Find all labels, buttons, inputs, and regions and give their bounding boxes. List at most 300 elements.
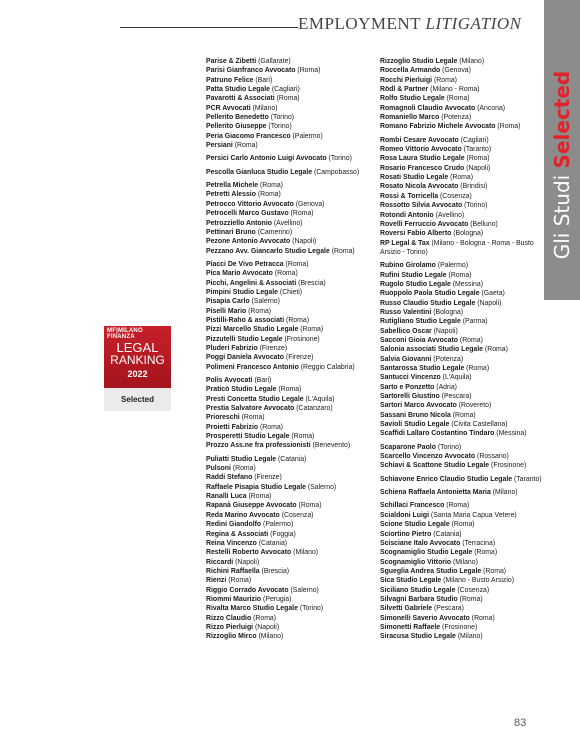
firm-entry (380, 145, 552, 154)
firm-name: Sartorelli Giustino (380, 393, 440, 401)
firm-entry (380, 614, 552, 623)
firm-entry (380, 104, 552, 113)
firm-entry (206, 113, 378, 122)
firm-name: Rosario Francesco Crudo (380, 164, 465, 172)
firm-city: (Perugia) (261, 595, 292, 603)
firm-entry (380, 271, 552, 280)
firm-name: Rizzo Pierluigi (206, 623, 254, 631)
firm-entry (380, 586, 552, 595)
firm-city: (Frosinone) (440, 623, 478, 631)
firm-name: Salvia Giovanni (380, 355, 432, 363)
firm-city: (Roma) (230, 465, 256, 473)
firm-entry (206, 404, 378, 413)
firm-entry (206, 595, 378, 604)
firm-city: (Gallarate) (256, 58, 291, 65)
firm-entry (380, 488, 552, 497)
firm-name: Pettinari Bruno (206, 228, 256, 236)
firm-city: (Belluno) (468, 220, 498, 228)
firm-entry (206, 122, 378, 131)
firm-entry (206, 539, 378, 548)
legal-ranking-badge (104, 326, 171, 411)
firm-entry (380, 76, 552, 85)
firm-entry (380, 289, 552, 298)
firm-name: Siracusa Studio Legale (380, 633, 456, 641)
firm-city: (Avellino) (433, 211, 465, 219)
firm-entry (206, 307, 378, 316)
firm-city: (Napoli) (464, 164, 491, 172)
firm-entry (380, 317, 552, 326)
firm-name: Raffaele Pisapia Studio Legale (206, 483, 306, 491)
firm-entry (206, 209, 378, 218)
firm-name: Rossotto Silvia Avvocato (380, 202, 463, 210)
firm-name: Rufini Studio Legale (380, 271, 447, 279)
firm-name: Savioli Studio Legale (380, 421, 450, 429)
firm-name: Rivalta Marco Studio Legale (206, 605, 298, 613)
firm-city: (Roma) (295, 67, 321, 75)
firm-city: (Napoli) (290, 238, 317, 246)
firm-city: (Roma) (444, 502, 470, 510)
firm-city: (Catania) (276, 455, 307, 463)
firm-entry (206, 413, 378, 422)
firm-entry (206, 279, 378, 288)
firm-name: Parisi Gianfranco Avvocato (206, 67, 296, 75)
firm-name: Ruoppolo Paola Studio Legale (380, 290, 480, 298)
firm-name: Prioreschi (206, 414, 240, 422)
firm-name: Petretti Alessio (206, 191, 256, 199)
firm-name: Persici Carlo Antonio Luigi Avvocato (206, 155, 327, 163)
firm-city: (Roma) (448, 174, 474, 182)
firm-name: Rienzi (206, 577, 227, 585)
firm-name: Pezzano Avv. Giancarlo Studio Legale (206, 247, 330, 255)
firm-entry (206, 423, 378, 432)
firm-name: Rugolo Studio Legale (380, 280, 451, 288)
firm-name: Rizzoglio Mirco (206, 633, 257, 641)
firm-entry (206, 237, 378, 246)
firm-name: Silvagni Barbara Studio (380, 595, 458, 603)
firm-city: (Benevento) (310, 442, 351, 450)
firm-entry (206, 66, 378, 75)
firm-entry (206, 141, 378, 150)
firm-entry (380, 595, 552, 604)
firm-name: Romagnoli Claudio Avvocato (380, 104, 476, 112)
firm-name: Piacci De Vivo Petracca (206, 260, 284, 268)
firm-city: (Milano) (457, 58, 485, 65)
firm-city: (Roma) (298, 326, 324, 334)
firm-entry (380, 66, 552, 75)
badge-year: 2022 (127, 369, 148, 379)
firm-name: Sassani Bruno Nicola (380, 411, 451, 419)
firm-entry (380, 229, 552, 238)
firm-name: Russo Claudio Studio Legale (380, 299, 476, 307)
firm-city: (Roma) (232, 142, 258, 150)
firm-entry (380, 85, 552, 94)
firm-city: (Roma) (495, 123, 521, 131)
firm-name: Pescolla Gianluca Studio Legale (206, 168, 313, 176)
side-label-light: Gli Studi (550, 168, 574, 260)
firm-city: (Milano - Roma) (428, 86, 480, 94)
page-number: 83 (514, 717, 527, 729)
firm-city: (Terracina) (460, 539, 496, 547)
firm-name: Ranalli Luca (206, 493, 247, 501)
firm-city: (Napoli) (253, 623, 280, 631)
firm-city: (Cagliari) (269, 86, 300, 94)
firm-entry (206, 297, 378, 306)
firm-entry (380, 632, 552, 641)
firm-entry (380, 461, 552, 470)
firm-name: Raddi Stefano (206, 474, 253, 482)
firm-entry (380, 530, 552, 539)
firm-entry (206, 623, 378, 632)
firm-city: (Catania) (256, 539, 288, 547)
firm-city: (Napoli) (475, 299, 502, 307)
firm-name: Russo Valentini (380, 308, 432, 316)
firm-name: Piselli Mario (206, 307, 247, 315)
firm-entry (206, 94, 378, 103)
firm-city: (Roma) (457, 595, 483, 603)
firm-entry (206, 604, 378, 613)
firm-name: Romaniello Marco (380, 114, 440, 122)
firm-name: Riccardi (206, 558, 234, 566)
firm-city: (Palermo) (290, 132, 323, 140)
firm-entry (206, 228, 378, 237)
firm-city: (Firenze) (283, 354, 314, 362)
firm-city: (Roma) (329, 247, 355, 255)
firm-name: Rubino Girolamo (380, 262, 436, 270)
firm-name: Scognamiglio Vittorio (380, 558, 452, 566)
firm-name: Pimpini Studio Legale (206, 288, 278, 296)
firm-city: (Chieti) (277, 288, 303, 296)
firm-name: Salonia associati Studio Legale (380, 346, 484, 354)
firm-name: Richini Raffaella (206, 567, 260, 575)
firm-name: Pistilli-Raho & associati (206, 316, 285, 324)
firm-city: (Bari) (253, 76, 273, 84)
firm-name: Sartori Marco Avvocato (380, 402, 457, 410)
firm-city: (Roma) (288, 210, 314, 218)
firm-name: Restelli Roberto Avvocato (206, 549, 292, 557)
firm-city: (Roma) (258, 423, 283, 431)
firm-city: (Torino) (266, 123, 292, 131)
firm-entry (380, 308, 552, 317)
firm-name: Rossi & Torricella (380, 192, 439, 200)
firm-name: Scarcello Vincenzo Avvocato (380, 453, 476, 461)
firm-city: (Roma) (432, 76, 457, 84)
firm-entry (380, 136, 552, 145)
firm-entry (206, 325, 378, 334)
firm-city: (Campobasso) (312, 168, 360, 176)
firm-city: (Milano) (451, 558, 478, 566)
section-title-part1: EMPLOYMENT (298, 14, 421, 33)
firm-name: Pizzi Marcello Studio Legale (206, 326, 299, 334)
firm-city: (Ancona) (475, 104, 506, 112)
firm-city: (Catanzaro) (294, 405, 333, 413)
firm-entry (206, 511, 378, 520)
firm-entry (380, 336, 552, 345)
firm-name: Sciortino Pietro (380, 530, 432, 538)
firm-name: Rosato Nicola Avvocato (380, 183, 459, 191)
firm-name: Rosa Laura Studio Legale (380, 155, 465, 163)
firm-entry (206, 85, 378, 94)
firm-city: (Milano - Bologna - Roma - Busto Arsizio - Torino) (380, 239, 534, 256)
firm-city: (Roma) (444, 95, 470, 103)
firm-entry (380, 173, 552, 182)
firm-city: (Roma) (255, 191, 281, 199)
firm-city: (L'Aquila) (303, 395, 335, 403)
firm-entry (206, 316, 378, 325)
firm-name: Sacconi Gioia Avvocato (380, 336, 458, 344)
firm-city: (Adria) (434, 383, 457, 391)
firm-entry (380, 548, 552, 557)
firm-entry (206, 441, 378, 450)
firm-name: Scaffidi Lallaro Costantino Tindaro (380, 430, 495, 438)
firm-city: (Bologna) (451, 230, 484, 238)
badge-line1: LEGAL (116, 340, 159, 355)
firm-entry (206, 219, 378, 228)
firm-city: (Civita Castellana) (449, 421, 508, 429)
firm-name: Pellerito Giuseppe (206, 123, 267, 131)
firm-entry (206, 344, 378, 353)
firm-city: (Salerno) (305, 483, 337, 491)
firm-entry (206, 586, 378, 595)
firm-city: (Roma) (246, 493, 272, 501)
firm-city: (Roma) (446, 271, 472, 279)
firm-entry (380, 373, 552, 382)
firm-entry (206, 181, 378, 190)
firm-name: Sgueglia Andrea Studio Legale (380, 567, 482, 575)
firm-name: Siciliano Studio Legale (380, 586, 456, 594)
firm-city: (Torino) (268, 114, 295, 122)
firm-name: Pica Mario Avvocato (206, 270, 273, 278)
firm-entry (206, 168, 378, 177)
firm-name: Sica Studio Legale (380, 577, 442, 585)
firm-entry (380, 443, 552, 452)
firm-entry (380, 452, 552, 461)
firm-entry (206, 567, 378, 576)
firm-name: Rotondi Antonio (380, 211, 434, 219)
firm-city: (Rossano) (475, 453, 509, 461)
firm-city: (Cosenza) (455, 586, 490, 594)
firm-entry (206, 432, 378, 441)
firm-city: (Torino) (297, 605, 324, 613)
firm-name: Petrella Michele (206, 182, 259, 190)
firm-entry (380, 94, 552, 103)
firm-city: (Roma) (272, 270, 298, 278)
firm-city: (Frosinone) (489, 462, 527, 470)
firm-entry (380, 261, 552, 270)
badge-selected: Selected (104, 388, 171, 411)
firm-city: (Roma) (226, 577, 252, 585)
firm-name: Simonetti Raffaele (380, 623, 441, 631)
firm-entry (380, 345, 552, 354)
firm-city: (Genova) (293, 200, 325, 208)
firm-name: Peria Giacomo Francesco (206, 132, 291, 140)
firm-name: Redini Giandolfo (206, 521, 262, 529)
firm-city: (Roma) (472, 549, 498, 557)
firm-entry (206, 200, 378, 209)
firm-entry (206, 632, 378, 641)
firm-city: (Roma) (283, 260, 309, 268)
firm-name: Poggi Daniela Avvocato (206, 354, 284, 362)
firm-entry (206, 492, 378, 501)
firm-name: Reda Marino Avvocato (206, 511, 280, 519)
firm-entry (380, 420, 552, 429)
firm-name: Scione Studio Legale (380, 521, 450, 529)
firm-entry (380, 558, 552, 567)
firm-name: Schiavone Enrico Claudio Studio Legale (380, 475, 513, 483)
firm-name: Romeo Vittorio Avvocato (380, 146, 462, 154)
firm-city: (Taranto) (461, 146, 492, 154)
firm-city: (Messina) (494, 430, 527, 438)
firm-city: (Brescia) (259, 567, 290, 575)
firm-entry (380, 220, 552, 229)
firm-entry (380, 364, 552, 373)
firm-name: Regina & Associati (206, 530, 269, 538)
firm-city: (Torino) (462, 202, 488, 210)
firm-list-column-1 (206, 57, 378, 642)
firm-entry (380, 211, 552, 220)
firm-entry (206, 76, 378, 85)
firm-city: (Milano) (256, 633, 284, 641)
firm-city: (Roma) (483, 346, 508, 354)
firm-entry (380, 122, 552, 131)
firm-entry (206, 132, 378, 141)
firm-name: Schillaci Francesco (380, 502, 445, 510)
firm-city: (L'Aquila) (440, 374, 472, 382)
firm-city: (Brindisi) (458, 183, 488, 191)
firm-entry (206, 363, 378, 372)
firm-name: Polimeni Francesco Antonio (206, 363, 299, 371)
firm-name: Persiani (206, 142, 233, 150)
firm-entry (206, 353, 378, 362)
firm-name: Pulsoni (206, 465, 231, 473)
firm-city: (Milano) (250, 104, 278, 112)
firm-name: Petrocco Vittorio Avvocato (206, 200, 294, 208)
firm-name: Presti Concetta Studio Legale (206, 395, 304, 403)
firm-entry (380, 201, 552, 210)
firm-city: (Cosenza) (279, 511, 314, 519)
firm-name: Santarossa Studio Legale (380, 365, 465, 372)
firm-city: (Foggia) (268, 530, 296, 538)
firm-name: Rödl & Partner (380, 86, 429, 94)
firm-entry (206, 548, 378, 557)
firm-entry (206, 614, 378, 623)
header-rule (120, 27, 298, 28)
firm-name: Schiena Raffaela Antonietta Maria (380, 489, 491, 497)
firm-entry (206, 395, 378, 404)
firm-city: (Roma) (258, 182, 283, 190)
firm-city: (Roma) (289, 433, 315, 441)
firm-name: Schiavi & Scattone Studio Legale (380, 462, 490, 470)
firm-entry (206, 260, 378, 269)
firm-name: Petrocelli Marco Gustavo (206, 210, 289, 218)
firm-name: Riommi Maurizio (206, 595, 262, 603)
firm-entry (380, 355, 552, 364)
firm-entry (206, 558, 378, 567)
firm-city: (Roma) (450, 411, 476, 419)
firm-entry (206, 501, 378, 510)
firm-city: (Camerino) (255, 228, 293, 236)
firm-city: (Napoli) (431, 327, 458, 335)
firm-entry (380, 511, 552, 520)
firm-entry (206, 576, 378, 585)
firm-name: Scialdoni Luigi (380, 511, 430, 519)
firm-entry (380, 239, 552, 258)
firm-city: (Catania) (431, 530, 462, 538)
firm-entry (380, 411, 552, 420)
firm-entry (206, 269, 378, 278)
firm-city: (Torino) (435, 443, 462, 451)
firm-name: Rolfo Studio Legale (380, 95, 445, 103)
firm-city: (Roma) (296, 502, 322, 510)
firm-name: RP Legal & Tax (380, 239, 430, 247)
firm-name: Roversi Fabio Alberto (380, 230, 452, 238)
firm-entry (380, 401, 552, 410)
firm-city: (Milano) (455, 633, 483, 641)
firm-entry (206, 473, 378, 482)
firm-entry (380, 280, 552, 289)
firm-city: (Roma) (276, 386, 302, 394)
firm-entry (206, 335, 378, 344)
firm-name: Sarto e Ponzetto (380, 383, 435, 391)
firm-entry (206, 288, 378, 297)
firm-city: (Napoli) (233, 558, 260, 566)
firm-entry (206, 385, 378, 394)
firm-name: Pellerito Benedetto (206, 114, 269, 122)
firm-city: (Palermo) (435, 262, 469, 270)
firm-name: Praticò Studio Legale (206, 386, 277, 394)
firm-entry (380, 520, 552, 529)
firm-name: Pizzutelli Studio Legale (206, 335, 283, 343)
firm-entry (380, 623, 552, 632)
firm-city: (Roma) (246, 307, 272, 315)
firm-entry (380, 164, 552, 173)
firm-name: Romano Fabrizio Michele Avvocato (380, 123, 496, 131)
firm-entry (206, 104, 378, 113)
firm-city: (Roma) (464, 365, 490, 372)
firm-city: (Cosenza) (438, 192, 472, 200)
firm-name: Proietti Fabrizio (206, 423, 259, 431)
firm-name: Pezone Antonio Avvocato (206, 238, 291, 246)
firm-name: Rombi Cesare Avvocato (380, 136, 459, 144)
section-title-part2: LITIGATION (425, 14, 522, 33)
firm-entry (206, 464, 378, 473)
firm-entry (380, 392, 552, 401)
firm-city: (Roma) (274, 95, 300, 103)
firm-name: Patta Studio Legale (206, 86, 270, 94)
firm-city: (Pescara) (432, 605, 464, 613)
section-title (298, 14, 540, 34)
firm-city: (Rovereto) (456, 402, 492, 410)
firm-city: (Firenze) (257, 344, 288, 352)
firm-city: (Potenza) (431, 355, 464, 363)
firm-name: Petrozziello Antonio (206, 219, 272, 227)
firm-entry (380, 429, 552, 438)
firm-name: Picchi, Angelini & Associati (206, 279, 297, 287)
firm-name: Patruno Felice (206, 76, 254, 84)
firm-city: (Santa Maria Capua Vetere) (429, 511, 517, 519)
firm-name: Puliatti Studio Legale (206, 455, 277, 463)
firm-name: Polis Avvocati (206, 377, 253, 384)
firm-city: (Avellino) (271, 219, 303, 227)
firm-city: (Roma) (469, 614, 495, 622)
firm-name: Rocchi Pierluigi (380, 76, 433, 84)
firm-name: Parise & Zibetti (206, 58, 257, 65)
firm-city: (Roma) (449, 521, 475, 529)
firm-name: Rutigliano Studio Legale (380, 318, 461, 326)
firm-entry (206, 190, 378, 199)
firm-entry (206, 530, 378, 539)
firm-city: (Brescia) (296, 279, 326, 287)
firm-city: (Palermo) (261, 521, 294, 529)
